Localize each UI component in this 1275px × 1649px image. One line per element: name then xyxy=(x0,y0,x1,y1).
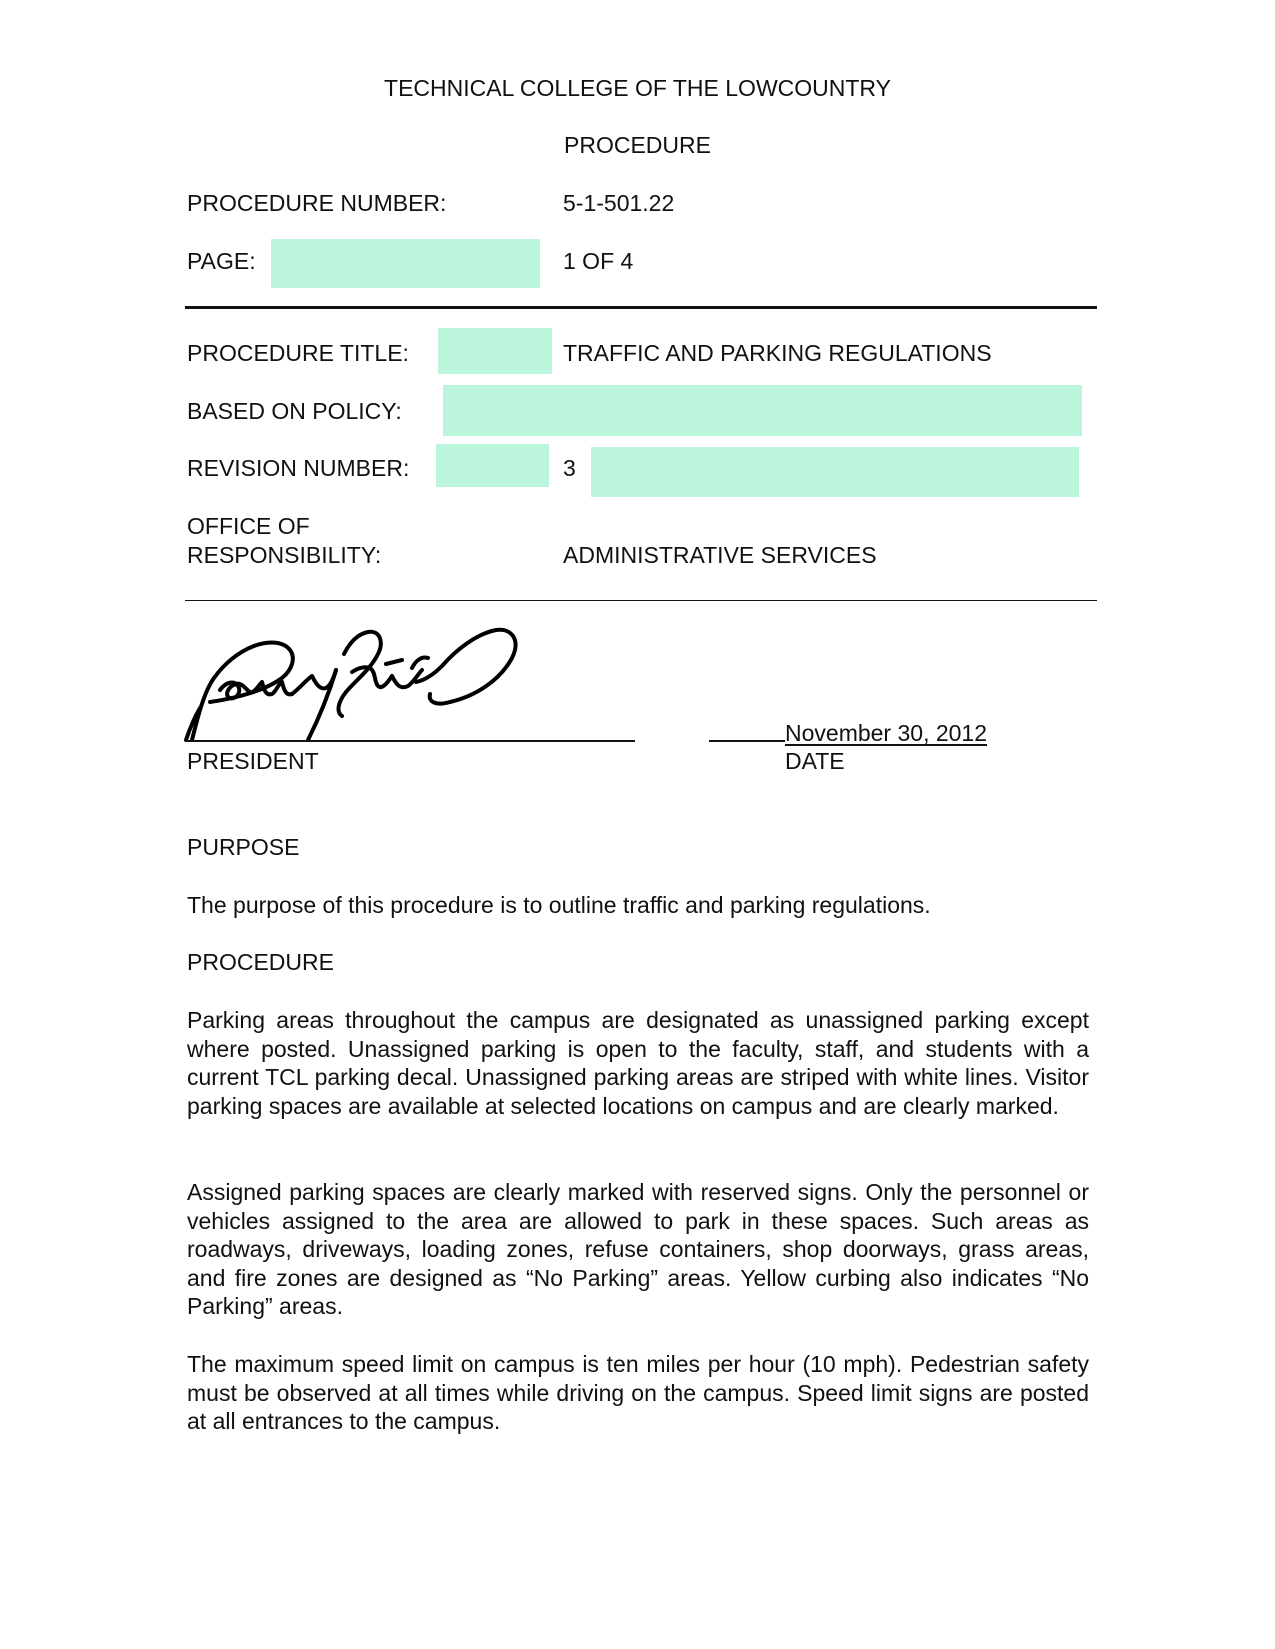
section-divider xyxy=(185,306,1097,309)
office-value: ADMINISTRATIVE SERVICES xyxy=(563,542,877,568)
document-type: PROCEDURE xyxy=(564,132,711,158)
revision-number-value: 3 xyxy=(563,455,576,481)
procedure-number-label: PROCEDURE NUMBER: xyxy=(187,190,447,216)
date-label: DATE xyxy=(785,748,845,774)
redaction-box xyxy=(271,239,540,288)
president-signature xyxy=(180,620,520,750)
signature-date: November 30, 2012 xyxy=(785,720,988,746)
revision-number-label: REVISION NUMBER: xyxy=(187,455,410,481)
procedure-title-value: TRAFFIC AND PARKING REGULATIONS xyxy=(563,340,992,366)
purpose-text: The purpose of this procedure is to outline traffic and parking regulations. xyxy=(187,892,931,918)
date-line-segment xyxy=(709,740,785,742)
procedure-paragraph: The maximum speed limit on campus is ten miles per hour (10 mph). Pedestrian safety must be observed at all times while driving on the campus. Speed limit signs are posted at all entrances to the campus. xyxy=(187,1351,1089,1434)
page-label: PAGE: xyxy=(187,248,256,274)
procedure-paragraph: Parking areas throughout the campus are designated as unassigned parking except where posted. Unassigned parking is open to the faculty, staff, and students with a current TCL parking decal. Unassigned parking areas are striped with white lines. Visitor parking spaces are available at selected locations on campus and are clearly marked. xyxy=(187,1007,1089,1119)
redaction-box xyxy=(591,447,1079,497)
signature-line xyxy=(187,740,635,742)
procedure-number-value: 5-1-501.22 xyxy=(563,190,675,216)
page-value: 1 OF 4 xyxy=(563,248,634,274)
procedure-paragraph: Assigned parking spaces are clearly marked with reserved signs. Only the personnel or vehicles assigned to the area are allowed to park in these spaces. Such areas as roadways, driveways, loading zones, refuse containers, shop doorways, grass areas, and fire zones are designed as “No Parking” areas. Yellow curbing also indicates “No Parking” areas. xyxy=(187,1179,1089,1319)
redaction-box xyxy=(438,328,552,374)
office-label-line1: OFFICE OF xyxy=(187,513,310,539)
procedure-heading: PROCEDURE xyxy=(187,949,334,975)
institution-name: TECHNICAL COLLEGE OF THE LOWCOUNTRY xyxy=(384,75,891,101)
office-label-line2: RESPONSIBILITY: xyxy=(187,542,382,568)
redaction-box xyxy=(443,385,1082,436)
section-divider xyxy=(185,600,1097,601)
procedure-title-label: PROCEDURE TITLE: xyxy=(187,340,409,366)
president-label: PRESIDENT xyxy=(187,748,319,774)
redaction-box xyxy=(436,444,549,487)
based-on-policy-label: BASED ON POLICY: xyxy=(187,398,402,424)
purpose-heading: PURPOSE xyxy=(187,834,300,860)
